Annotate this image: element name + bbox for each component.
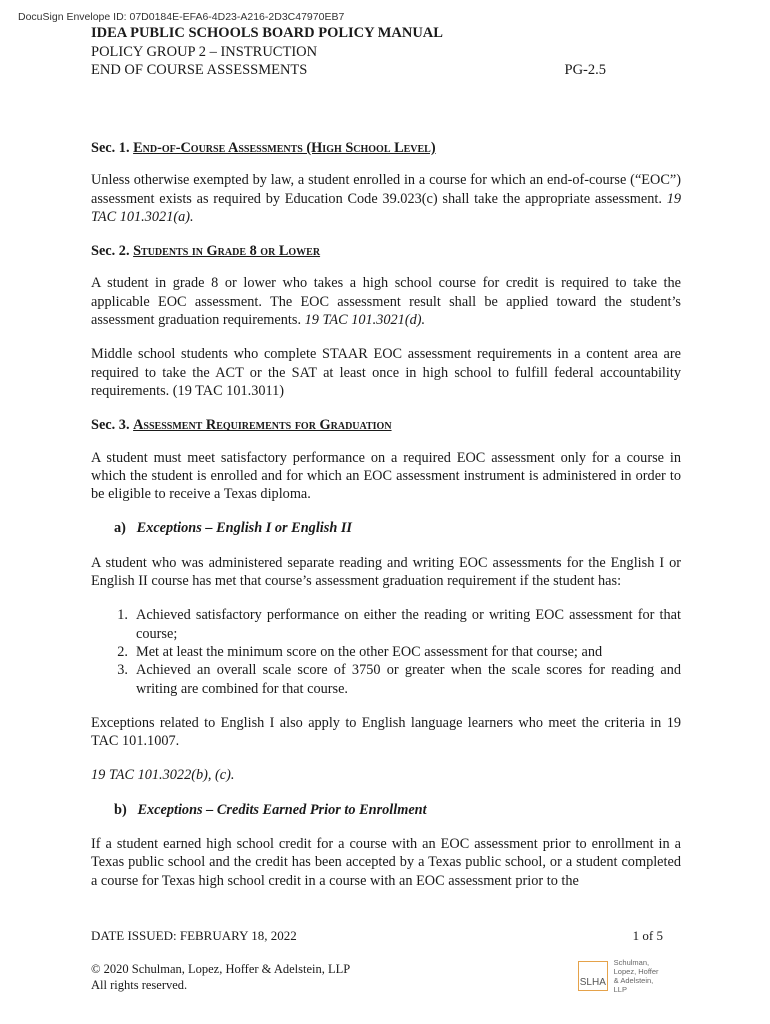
- subsection-a-paragraph-2: Exceptions related to English I also apply to English language learners who meet the criteria in 19 TAC 101.1007.: [91, 714, 681, 750]
- section-number: Sec. 2.: [91, 243, 130, 260]
- section-2-paragraph-1: [91, 274, 681, 329]
- list-text: Met at least the minimum score on the other EOC assessment for that course; and: [136, 643, 603, 660]
- date-issued: DATE ISSUED: FEBRUARY 18, 2022: [91, 928, 297, 943]
- subsection-a-paragraph-1: A student who was administered separate reading and writing EOC assessments for the English I or English II course has met that course’s assessment graduation requirement if the student has:: [91, 554, 681, 590]
- subsection-b-paragraph-1: If a student earned high school credit for a course with an EOC assessment prior to enrollment in a Texas public school and the credit has been accepted by a Texas public school, or a student completed a course for Texas high school credit in a course with an EOC assessment prior to the: [91, 836, 681, 889]
- document-header: [91, 24, 681, 80]
- list-text: Achieved satisfactory performance on either the reading or writing EOC assessment for that course;: [136, 607, 681, 642]
- firm-name-line: Lopez, Hoffer: [613, 967, 659, 976]
- firm-names: [614, 958, 668, 994]
- subsection-label: b): [114, 801, 127, 818]
- section-1-heading: [91, 139, 681, 157]
- list-text: Achieved an overall scale score of 3750 or greater when the scale scores for reading and writing are combined for that course.: [136, 662, 681, 697]
- subsection-b-heading: [114, 801, 681, 819]
- docusign-envelope-id: DocuSign Envelope ID: 07D0184E-EFA6-4D23-A216-2D3C47970EB7: [18, 11, 345, 23]
- subject-row: [91, 61, 606, 80]
- firm-logo: [578, 960, 668, 992]
- list-item: [91, 606, 681, 643]
- citation: 19 TAC 101.3021(d).: [304, 312, 426, 329]
- section-2-paragraph-2: Middle school students who complete STAAR EOC assessment requirements in a content area are required to take the ACT or the SAT at least once in high school to fulfill federal accountability requirements. (19 TAC 101.3011): [91, 346, 681, 399]
- section-3-paragraph-1: A student must meet satisfactory performance on a required EOC assessment only for a course in which the student is enrolled and for which an EOC assessment instrument is administered in order to be eligible to receive a Texas diploma.: [91, 449, 681, 503]
- page-footer: [91, 928, 663, 944]
- policy-subject: END OF COURSE ASSESSMENTS: [91, 62, 308, 78]
- list-item: [91, 643, 681, 661]
- section-number: Sec. 1.: [91, 140, 130, 156]
- section-number: Sec. 3.: [91, 417, 130, 434]
- section-title: Assessment Requirements for Graduation: [133, 417, 392, 434]
- list-number: 3.: [117, 662, 128, 679]
- section-2-heading: [91, 242, 681, 260]
- policy-code: PG-2.5: [564, 62, 606, 78]
- section-3-heading: [91, 416, 681, 434]
- document-body: [91, 139, 681, 906]
- firm-name-line: Schulman,: [613, 958, 650, 967]
- footer-date-row: [91, 928, 663, 944]
- subsection-a-heading: [114, 519, 681, 537]
- copyright-notice: [91, 962, 350, 993]
- requirements-list: [91, 606, 681, 697]
- paragraph-text: A student in grade 8 or lower who takes a high school course for credit is required to take the applicable EOC assessment. The EOC assessment result shall be applied toward the student’s assessment graduation requirements.: [91, 275, 681, 329]
- subsection-label: a): [114, 520, 126, 537]
- rights-line: All rights reserved.: [91, 977, 188, 992]
- page-number: 1 of 5: [632, 928, 663, 943]
- policy-group: POLICY GROUP 2 – INSTRUCTION: [91, 43, 318, 60]
- section-1-paragraph: [91, 171, 681, 226]
- subsection-title: Exceptions – English I or English II: [136, 520, 352, 537]
- list-number: 2.: [117, 643, 128, 660]
- section-title: Students in Grade 8 or Lower: [133, 243, 321, 260]
- subsection-a-citation: 19 TAC 101.3022(b), (c).: [91, 767, 235, 784]
- paragraph-text: Unless otherwise exempted by law, a student enrolled in a course for which an end-of-course (“EOC”) assessment exists as required by Education Code 39.023(c) shall take the appropriate assessment.: [91, 172, 681, 207]
- copyright-line: © 2020 Schulman, Lopez, Hoffer & Adelstein, LLP: [91, 962, 351, 976]
- firm-name-line: & Adelstein, LLP: [613, 976, 654, 994]
- manual-title: IDEA PUBLIC SCHOOLS BOARD POLICY MANUAL: [91, 25, 443, 41]
- citation: 19 TAC 101.3021(a).: [91, 190, 681, 225]
- subsection-title: Exceptions – Credits Earned Prior to Enrollment: [137, 801, 427, 818]
- section-title: End-of-Course Assessments (High School Level): [133, 140, 436, 156]
- list-number: 1.: [117, 607, 128, 624]
- slha-logo-icon: SLHA: [578, 961, 608, 991]
- list-item: [91, 661, 681, 698]
